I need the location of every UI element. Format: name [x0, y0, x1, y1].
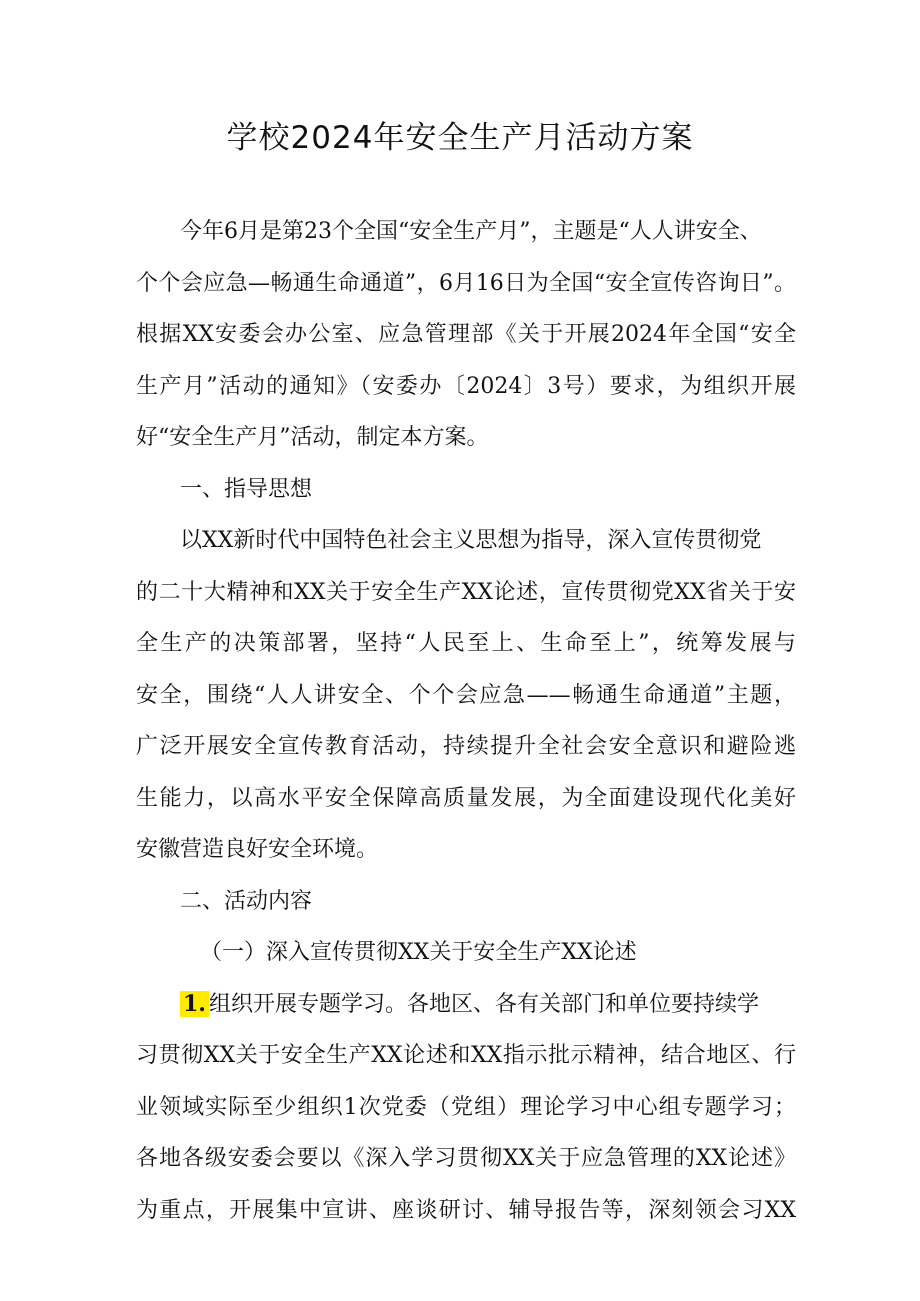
intro-line-3: 根据XX安委会办公室、应急管理部《关于开展2024年全国“安全	[136, 322, 796, 347]
section-heading-activities: 二、活动内容	[180, 888, 313, 914]
subheading-1: （一）深入宣传贯彻XX关于安全生产XX论述	[200, 940, 637, 965]
guide-line-3: 全生产的决策部署，坚持“人民至上、生命至上”，统筹发展与	[136, 631, 796, 656]
guide-line-4: 安全，围绕“人人讲安全、个个会应急——畅通生命通道”主题，	[136, 682, 796, 708]
intro-line-5: 好“安全生产月”活动，制定本方案。	[136, 425, 489, 450]
item-number-highlight: 1.	[180, 991, 209, 1017]
item1-line-4: 各地各级安委会要以《深入学习贯彻XX关于应急管理的XX论述》	[136, 1146, 796, 1171]
item1-line-3: 业领域实际至少组织1次党委（党组）理论学习中心组专题学习；	[136, 1094, 796, 1120]
guide-line-6: 生能力，以高水平安全保障高质量发展，为全面建设现代化美好	[136, 785, 796, 811]
intro-line-1: 今年6月是第23个全国“安全生产月”，主题是“人人讲安全、	[180, 219, 762, 244]
guide-line-7: 安徽营造良好安全环境。	[136, 837, 379, 862]
intro-line-4: 生产月”活动的通知》（安委办〔2024〕3号）要求，为组织开展	[136, 373, 796, 399]
item1-line-1-text: 组织开展专题学习。各地区、各有关部门和单位要持续学	[208, 991, 759, 1017]
guide-line-1: 以XX新时代中国特色社会主义思想为指导，深入宣传贯彻党	[180, 528, 762, 553]
section-heading-guiding-thought: 一、指导思想	[180, 476, 313, 502]
guide-line-2: 的二十大精神和XX关于安全生产XX论述，宣传贯彻党XX省关于安	[136, 579, 796, 605]
item1-line-1	[136, 979, 796, 1031]
item1-line-5: 为重点，开展集中宣讲、座谈研讨、辅导报告等，深刻领会习XX	[136, 1197, 796, 1223]
document-body	[136, 206, 796, 1236]
item1-line-2: 习贯彻XX关于安全生产XX论述和XX指示批示精神，结合地区、行	[136, 1043, 796, 1068]
document-title: 学校2024年安全生产月活动方案	[226, 120, 694, 156]
intro-line-2: 个个会应急—畅通生命通道”，6月16日为全国“安全宣传咨询日”。	[136, 270, 796, 296]
guide-line-5: 广泛开展安全宣传教育活动，持续提升全社会安全意识和避险逃	[136, 734, 796, 759]
